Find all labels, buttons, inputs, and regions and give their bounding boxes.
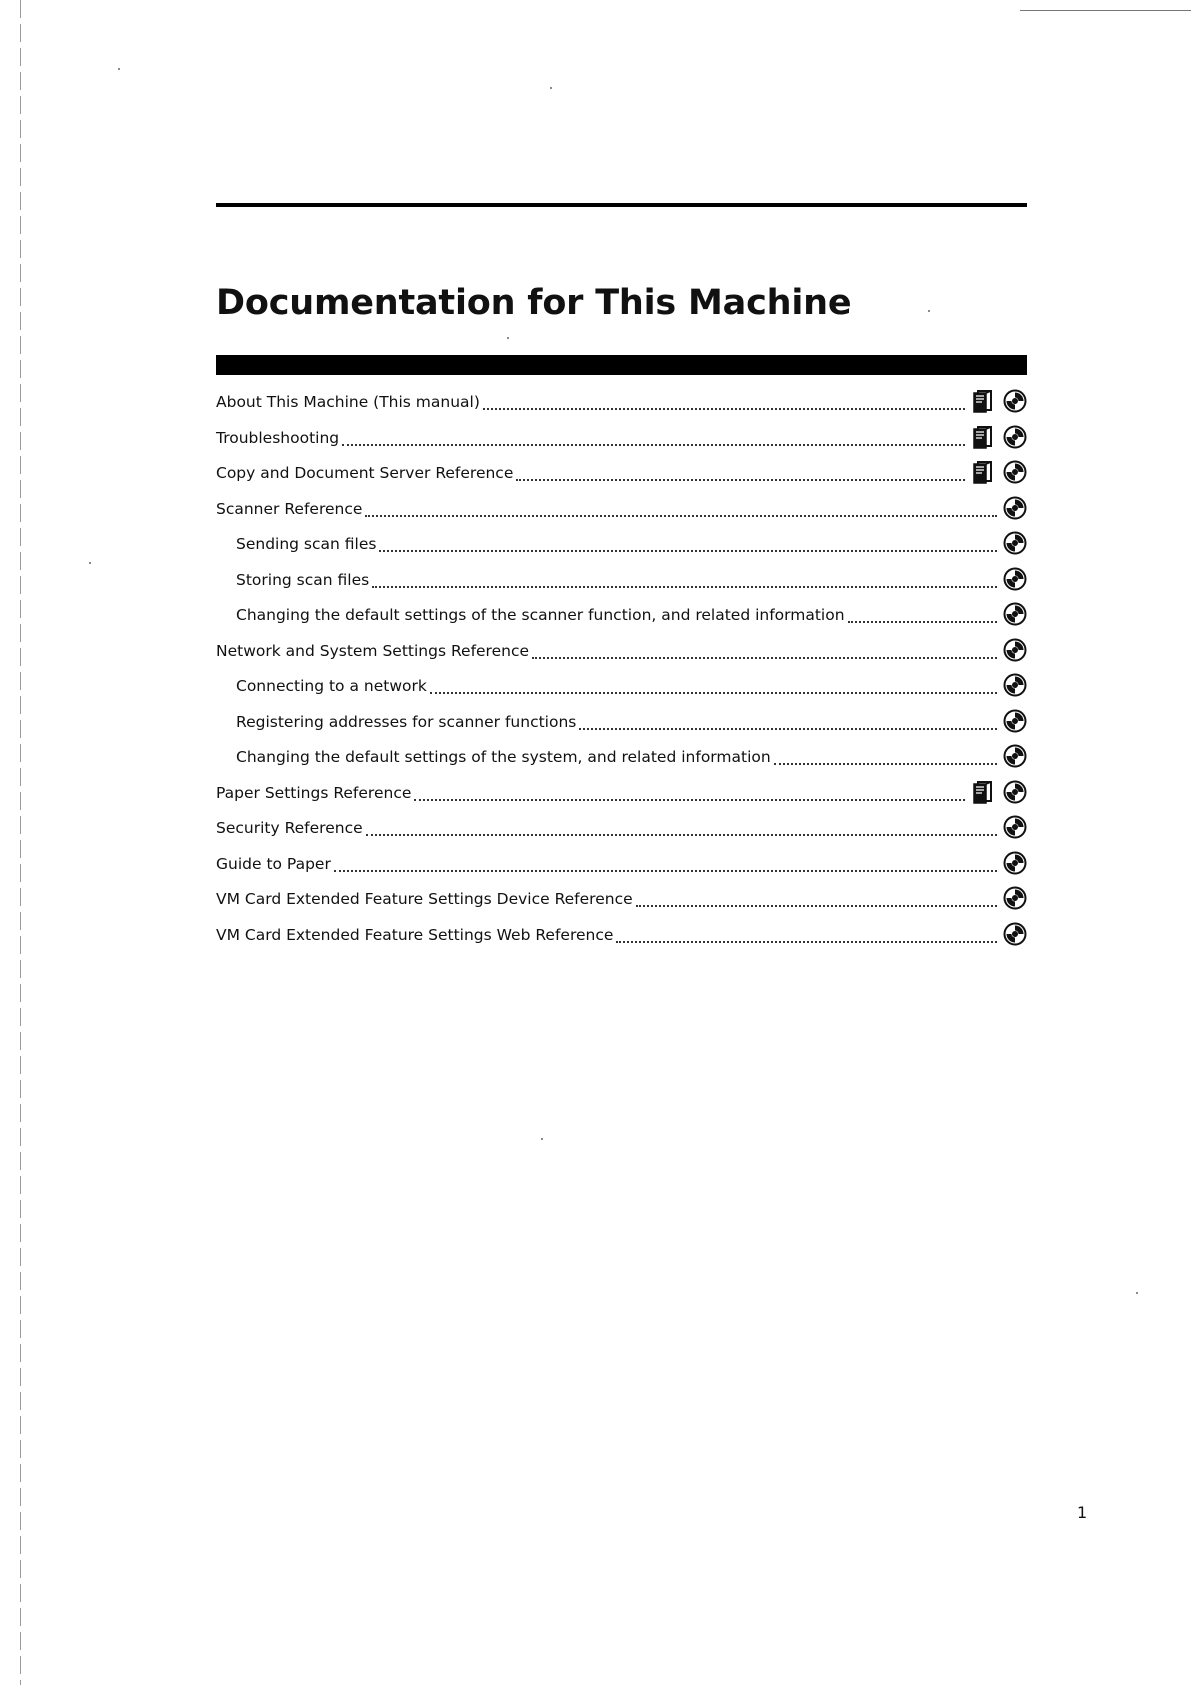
toc-entry-label: Scanner Reference [216, 499, 363, 518]
format-icons [1003, 567, 1027, 595]
cd-rom-icon [1003, 567, 1027, 595]
toc-entry [216, 598, 1027, 634]
toc-entry-label: Changing the default settings of the system, and related information [236, 748, 771, 766]
dot-leader [774, 762, 997, 765]
section-bar [216, 355, 1027, 375]
cd-rom-icon [1003, 886, 1027, 914]
printed-manual-icon [971, 388, 995, 418]
toc-entry-label: Connecting to a network [236, 677, 427, 695]
toc-entry-label: Network and System Settings Reference [216, 641, 530, 660]
scan-speck [928, 310, 930, 312]
format-icons [1003, 886, 1027, 914]
dot-leader [365, 514, 997, 517]
page-number: 1 [1077, 1503, 1088, 1522]
toc-entry-label: VM Card Extended Feature Settings Device Reference [216, 890, 633, 908]
scan-speck [1136, 1292, 1138, 1294]
format-icons [1003, 531, 1027, 559]
dot-leader [848, 620, 997, 623]
dot-leader [342, 443, 965, 446]
dot-leader [430, 691, 997, 694]
format-icons [1003, 709, 1027, 737]
cd-rom-icon [1003, 638, 1027, 666]
cd-rom-icon [1003, 531, 1027, 559]
toc-entry-label: Registering addresses for scanner functions [236, 712, 577, 731]
printed-manual-icon [971, 459, 995, 489]
printed-manual-icon [971, 424, 995, 454]
dot-leader [372, 585, 997, 588]
dot-leader [516, 478, 965, 481]
toc-entry [216, 492, 1027, 528]
toc-entry-label: VM Card Extended Feature Settings Web Reference [216, 925, 614, 944]
dot-leader [334, 869, 997, 872]
toc-entry [216, 811, 1027, 847]
toc-entry [216, 456, 1027, 492]
toc-entry-label: About This Machine (This manual) [216, 393, 480, 411]
toc-entry [216, 669, 1027, 705]
toc-entry [216, 847, 1027, 883]
toc-entry [216, 527, 1027, 563]
toc-entry-label: Troubleshooting [216, 428, 340, 447]
format-icons [1003, 744, 1027, 772]
dot-leader [579, 727, 997, 730]
format-icons [1003, 815, 1027, 843]
format-icons [1003, 638, 1027, 666]
dot-leader [532, 656, 997, 659]
documentation-list [216, 385, 1027, 953]
corner-scan-line [1020, 10, 1191, 11]
cd-rom-icon [1003, 460, 1027, 488]
toc-entry [216, 740, 1027, 776]
toc-entry-label: Paper Settings Reference [216, 783, 412, 802]
cd-rom-icon [1003, 425, 1027, 453]
toc-entry-label: Guide to Paper [216, 854, 331, 873]
page-title: Documentation for This Machine [216, 283, 852, 323]
printed-manual-icon [971, 779, 995, 809]
cd-rom-icon [1003, 673, 1027, 701]
toc-entry [216, 705, 1027, 741]
cd-rom-icon [1003, 780, 1027, 808]
toc-entry [216, 918, 1027, 954]
dot-leader [483, 407, 965, 410]
format-icons [971, 459, 1027, 489]
toc-entry-label: Security Reference [216, 819, 363, 837]
toc-entry-label: Sending scan files [236, 535, 377, 553]
dot-leader [379, 549, 997, 552]
cd-rom-icon [1003, 744, 1027, 772]
cd-rom-icon [1003, 922, 1027, 950]
cd-rom-icon [1003, 496, 1027, 524]
scan-speck [89, 562, 91, 564]
format-icons [971, 388, 1027, 418]
format-icons [971, 779, 1027, 809]
dot-leader [636, 904, 997, 907]
format-icons [1003, 673, 1027, 701]
toc-entry-label: Storing scan files [236, 570, 370, 589]
format-icons [1003, 496, 1027, 524]
format-icons [1003, 922, 1027, 950]
toc-entry-label: Copy and Document Server Reference [216, 464, 514, 482]
cd-rom-icon [1003, 709, 1027, 737]
toc-entry [216, 385, 1027, 421]
format-icons [971, 424, 1027, 454]
toc-entry-label: Changing the default settings of the scanner function, and related information [236, 606, 845, 624]
binding-margin-line [20, 0, 21, 1685]
cd-rom-icon [1003, 815, 1027, 843]
format-icons [1003, 602, 1027, 630]
cd-rom-icon [1003, 389, 1027, 417]
scan-speck [118, 68, 120, 70]
toc-entry [216, 634, 1027, 670]
dot-leader [616, 940, 997, 943]
toc-entry [216, 421, 1027, 457]
cd-rom-icon [1003, 851, 1027, 879]
cd-rom-icon [1003, 602, 1027, 630]
scan-speck [507, 337, 509, 339]
toc-entry [216, 563, 1027, 599]
toc-entry [216, 776, 1027, 812]
toc-entry [216, 882, 1027, 918]
scan-speck [541, 1138, 543, 1140]
dot-leader [414, 798, 965, 801]
dot-leader [366, 833, 997, 836]
scan-speck [550, 87, 552, 89]
format-icons [1003, 851, 1027, 879]
top-rule [216, 203, 1027, 207]
